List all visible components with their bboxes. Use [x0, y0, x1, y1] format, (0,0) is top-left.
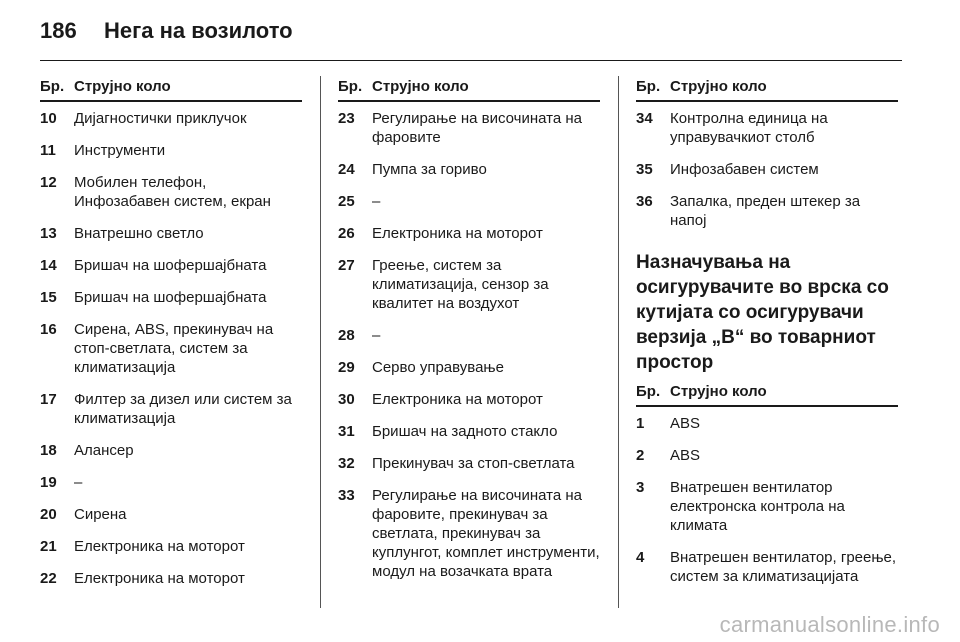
fuse-row	[338, 479, 600, 587]
fuse-circuit: Сирена, ABS, прекинувач на стоп-светлата, систем за климатизација	[74, 321, 274, 376]
fuse-row	[40, 102, 302, 134]
fuse-circuit: Регулирање на височината на фаровите, прекинувач за светлата, прекинувач за куплунгот, комплет инструменти, модул на возачката врата	[372, 487, 600, 580]
fuse-row	[338, 447, 600, 479]
fuse-row	[338, 102, 600, 153]
fuse-circuit: ABS	[670, 415, 701, 432]
fuse-row	[636, 153, 898, 185]
fuse-number: 26	[338, 225, 355, 242]
fuse-number: 15	[40, 289, 57, 306]
fuse-row	[40, 466, 302, 498]
fuse-number: 13	[40, 225, 57, 242]
fuse-circuit: Електроника на моторот	[372, 391, 543, 408]
header-circuit: Струјно коло	[372, 78, 469, 95]
header-circuit: Струјно коло	[670, 383, 767, 400]
fuse-list	[636, 407, 898, 592]
fuse-circuit: Бришач на шофершајбната	[74, 257, 267, 274]
fuse-number: 30	[338, 391, 355, 408]
fuse-row	[338, 153, 600, 185]
fuse-circuit: Внатрешен вентилатор, греење, систем за климатизацијата	[670, 549, 897, 585]
fuse-circuit: Филтер за дизел или систем за климатизација	[74, 391, 292, 427]
fuse-number: 14	[40, 257, 57, 274]
fuse-number: 1	[636, 415, 645, 432]
fuse-number: 32	[338, 455, 355, 472]
fuse-number: 4	[636, 549, 645, 566]
fuse-number: 22	[40, 570, 57, 587]
header-number: Бр.	[40, 78, 65, 95]
fuse-circuit: Регулирање на височината на фаровите	[372, 110, 582, 146]
fuse-row	[636, 407, 898, 439]
fuse-row	[40, 530, 302, 562]
page-title: Нега на возилото	[104, 18, 293, 43]
fuse-circuit: Серво управување	[372, 359, 504, 376]
fuse-circuit: Инструменти	[74, 142, 166, 159]
fuse-number: 28	[338, 327, 355, 344]
fuse-list	[40, 102, 302, 594]
fuse-row	[636, 185, 898, 236]
table-header	[338, 78, 600, 102]
fuse-row	[40, 281, 302, 313]
fuse-row	[636, 541, 898, 592]
fuse-list	[338, 102, 600, 587]
fuse-circuit: Прекинувач за стоп-светлата	[372, 455, 575, 472]
section-title: Назначувања на осигурувачите во врска со кутијата со осигурувачи верзија „B“ во товарниот простор	[636, 252, 889, 373]
fuse-circuit: –	[372, 327, 381, 344]
fuse-row	[636, 471, 898, 541]
fuse-number: 23	[338, 110, 355, 127]
fuse-number: 31	[338, 423, 355, 440]
fuse-number: 18	[40, 442, 57, 459]
fuse-circuit: Мобилен телефон, Инфозабавен систем, екран	[74, 174, 271, 210]
fuse-number: 10	[40, 110, 57, 127]
fuse-row	[338, 319, 600, 351]
fuse-circuit: Внатрешно светло	[74, 225, 204, 242]
fuse-number: 16	[40, 321, 57, 338]
fuse-circuit: Инфозабавен систем	[670, 161, 819, 178]
fuse-row	[40, 217, 302, 249]
fuse-circuit: Контролна единица на управувачкиот столб	[670, 110, 828, 146]
header-circuit: Струјно коло	[74, 78, 171, 95]
fuse-circuit: Алансер	[74, 442, 134, 459]
fuse-row	[40, 562, 302, 594]
fuse-row	[40, 434, 302, 466]
fuse-row	[40, 166, 302, 217]
fuse-column-1	[40, 78, 302, 594]
fuse-circuit: –	[372, 193, 381, 210]
fuse-row	[636, 439, 898, 471]
header-number: Бр.	[636, 78, 661, 95]
fuse-row	[338, 415, 600, 447]
fuse-number: 20	[40, 506, 57, 523]
header-number: Бр.	[636, 383, 661, 400]
fuse-circuit: Електроника на моторот	[372, 225, 543, 242]
fuse-row	[40, 313, 302, 383]
fuse-column-2	[338, 78, 600, 587]
fuse-row	[338, 351, 600, 383]
fuse-row	[40, 383, 302, 434]
header-circuit: Струјно коло	[670, 78, 767, 95]
fuse-number: 36	[636, 193, 653, 210]
fuse-row	[636, 102, 898, 153]
fuse-number: 34	[636, 110, 653, 127]
table-header	[40, 78, 302, 102]
fuse-circuit: Пумпа за гориво	[372, 161, 487, 178]
fuse-circuit: –	[74, 474, 83, 491]
fuse-number: 17	[40, 391, 57, 408]
fuse-number: 35	[636, 161, 653, 178]
fuse-circuit: Електроника на моторот	[74, 570, 245, 587]
fuse-number: 25	[338, 193, 355, 210]
fuse-circuit: Бришач на задното стакло	[372, 423, 558, 440]
watermark: carmanualsonline.info	[719, 612, 940, 637]
fuse-number: 21	[40, 538, 57, 555]
fuse-number: 2	[636, 447, 645, 464]
fuse-number: 24	[338, 161, 355, 178]
fuse-circuit: Запалка, преден штекер за напој	[670, 193, 861, 229]
fuse-number: 33	[338, 487, 355, 504]
table-header	[636, 383, 898, 407]
column-divider	[618, 76, 619, 608]
column-divider	[320, 76, 321, 608]
fuse-circuit: ABS	[670, 447, 701, 464]
header-rule	[40, 60, 902, 61]
fuse-list	[636, 102, 898, 236]
fuse-circuit: Греење, систем за климатизација, сензор за квалитет на воздухот	[372, 257, 549, 312]
header-number: Бр.	[338, 78, 363, 95]
fuse-circuit: Електроника на моторот	[74, 538, 245, 555]
fuse-row	[338, 185, 600, 217]
page-header	[40, 18, 293, 44]
fuse-number: 12	[40, 174, 57, 191]
fuse-row	[40, 249, 302, 281]
fuse-number: 29	[338, 359, 355, 376]
fuse-circuit: Сирена	[74, 506, 127, 523]
fuse-number: 19	[40, 474, 57, 491]
fuse-row	[338, 217, 600, 249]
fuse-row	[338, 249, 600, 319]
fuse-circuit: Бришач на шофершајбната	[74, 289, 267, 306]
table-header	[636, 78, 898, 102]
fuse-number: 3	[636, 479, 645, 496]
page-number: 186	[40, 18, 77, 43]
fuse-row	[40, 134, 302, 166]
fuse-row	[338, 383, 600, 415]
fuse-column-3	[636, 78, 898, 592]
fuse-circuit: Дијагностички приклучок	[74, 110, 247, 127]
fuse-row	[40, 498, 302, 530]
fuse-number: 27	[338, 257, 355, 274]
fuse-circuit: Внатрешен вентилатор електронска контрола на климата	[670, 479, 845, 534]
fuse-number: 11	[40, 142, 56, 159]
